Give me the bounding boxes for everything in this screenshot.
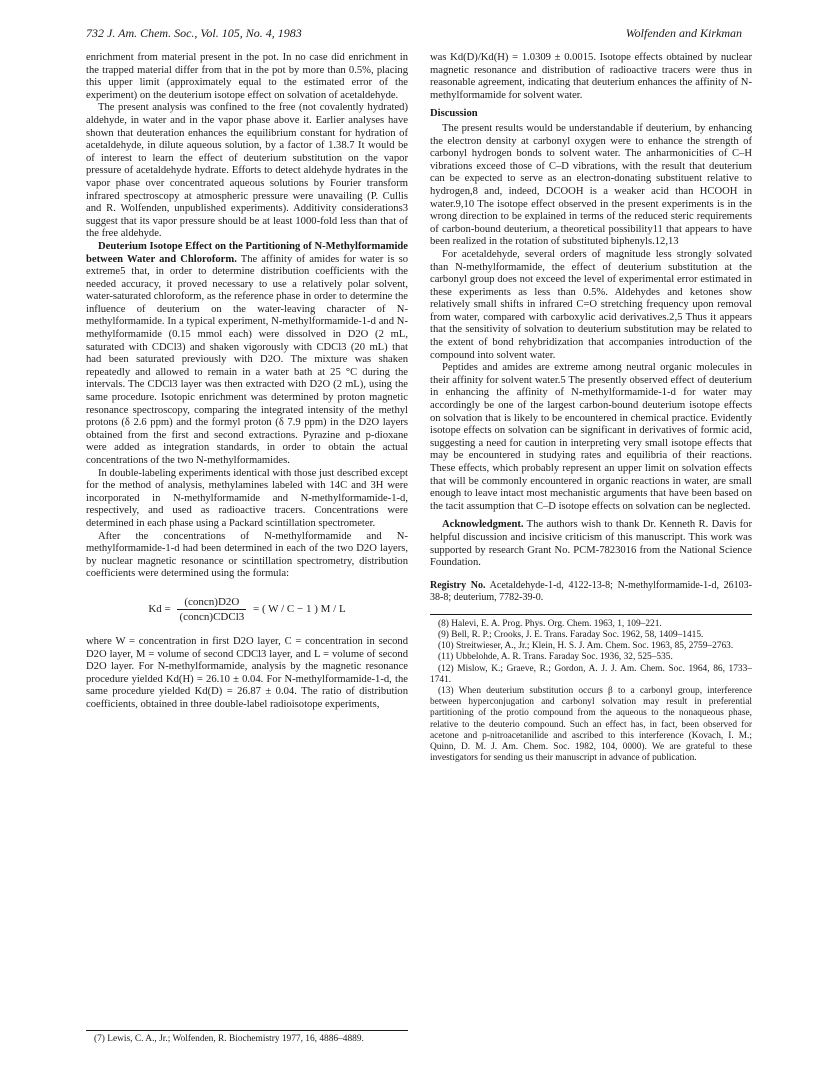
paragraph: Peptides and amides are extreme among neutral organic molecules in their affinity for solvent water.5 The presently observed effect of deuterium in enhancing the affinity of N-methylformamide-1-d for water may accordingly be one of the largest carbon-bound deuterium isotope effects on solvation that is likely to be encountered in chemical practice. Evidently isotope effects on solvation can be significant in derivatives of formic acid, suggesting a need for caution in interpreting very small isotope effects that may be encountered in studying rates and equilibria of their reactions. These effects, which probably represent an upper limit on solvation effects that will be commonly encountered in organic reactions in water, are small enough to leave intact most mechanistic arguments that have been based on the tacit assumption that C–D isotope effects on solvation can be neglected.	[430, 362, 752, 512]
equation-fraction	[177, 595, 246, 624]
registry-heading: Registry No.	[430, 579, 486, 591]
equation-lhs: Kd =	[148, 602, 171, 615]
reference-item: (10) Streitwieser, A., Jr.; Klein, H. S. J. Am. Chem. Soc. 1963, 85, 2759–2763.	[438, 641, 734, 652]
journal-citation: 732 J. Am. Chem. Soc., Vol. 105, No. 4, 1983	[86, 26, 302, 40]
equation-denominator: (concn)CDCl3	[179, 610, 245, 623]
paragraph-text: The affinity of amides for water is so extreme5 that, in order to determine distribution coefficients with the needed accuracy, it proved necessary to use a relatively polar solvent, water-saturated chloroform, as the reference phase in order to determine the influence of deuterium on the water-leaving character of N-methylformamide. In a typical experiment, N-methylformamide-1-d and N-methylformamide (0.15 mmol each) were dissolved in D2O (2 mL, saturated with CDCl3) and shaken vigorously with CDCl3 (20 mL) that had been saturated previously with D2O. The mixture was shaken repeatedly and allowed to remain in a water bath at 25 °C during the intervals. The CDCl3 layer was then extracted with D2O (2 mL), using the same procedure. Isotopic enrichment was determined by proton magnetic resonance spectroscopy, comparing the integrated intensity of the methyl protons (δ 2.6 ppm) and the formyl proton (δ 7.9 ppm) in the D2O layers obtained from the first and second extractions. Pyrazine and p-dioxane were added as integration standards, in order to obtain the actual concentrations of the two N-methylformamides.	[86, 253, 408, 466]
paragraph	[86, 241, 408, 468]
reference-item: (12) Mislow, K.; Graeve, R.; Gordon, A. J. J. Am. Chem. Soc. 1964, 86, 1733–1741.	[430, 663, 752, 685]
equation-numerator: (concn)D2O	[177, 595, 246, 610]
running-header	[86, 26, 742, 42]
paragraph: The present analysis was confined to the free (not covalently hydrated) aldehyde, in water and in the vapor phase above it. Earlier analyses have shown that deuteration enhances the equilibrium constant for hydration of acetaldehyde, in dilute aqueous solution, by a factor of 1.38.7 It would be of interest to learn the effect of deuterium substitution on the vapor pressure of acetaldehyde hydrate. Efforts to detect aldehyde hydrates in the vapor phase over concentrated aqueous solutions by Fourier transform infrared spectroscopy at atmospheric pressure were unavailing (P. Cullis and R. Wolfenden, unpublished experiments). Additivity considerations3 suggest that its vapor pressure should be at least 1000-fold less than that of the free aldehyde.	[86, 102, 408, 240]
registry-text: Acetaldehyde-1-d, 4122-13-8; N-methylformamide-1-d, 26103-38-8; deuterium, 7782-39-0.	[430, 579, 752, 603]
acknowledgment-text: The authors wish to thank Dr. Kenneth R. Davis for helpful discussion and incisive criticism of this manuscript. This work was supported by research Grant No. PCM-7823016 from the National Science Foundation.	[430, 519, 752, 569]
acknowledgment-heading: Acknowledgment.	[442, 519, 524, 531]
paragraph: After the concentrations of N-methylformamide and N-methylformamide-1-d had been determined in each of the two D2O layers, by nuclear magnetic resonance or scintillation spectrometry, distribution coefficients were determined using the formula:	[86, 530, 408, 580]
paragraph: was Kd(D)/Kd(H) = 1.0309 ± 0.0015. Isotope effects obtained by nuclear magnetic resonance and distribution of radioactive tracers were thus in reasonable agreement, indicating that deuterium enhances the affinity of N-methylformamide for solvent water.	[430, 52, 752, 101]
reference-item: (8) Halevi, E. A. Prog. Phys. Org. Chem. 1963, 1, 109–221.	[438, 618, 662, 629]
registry-numbers	[430, 580, 752, 604]
acknowledgment	[430, 519, 752, 569]
paragraph: In double-labeling experiments identical with those just described except for the method of analysis, methylamines labeled with 14C and 3H were incorporated in N-methylformamide and N-methylformamide-1-d, respectively, and used as radioactive tracers. Concentrations were determined in each phase using a Packard scintillation spectrometer.	[86, 467, 408, 529]
paragraph: The present results would be understandable if deuterium, by enhancing the electron density at carbonyl oxygen were to enhance the strength of carbonyl hydrogen bonds to solvent water. The anharmonicities of C–H vibrations exceed those of C–D vibrations, with the result that deuterium can be expected to serve as an electron-donating substituent relative to hydrogen,8 and, indeed, DCOOH is a weaker acid than HCOOH in water.9,10 The isotope effect observed in the present experiments is in the wrong direction to be explained in terms of the reduced steric requirements of carbon-bound deuterium, a theoretical possibility11 that appears to have been realized in the rotation of substituted biphenyls.12,13	[430, 122, 752, 248]
equation-rhs: = ( W / C − 1 ) M / L	[253, 602, 346, 615]
reference-item: (11) Ubbelohde, A. R. Trans. Faraday Soc. 1936, 32, 525–535.	[438, 652, 673, 663]
references	[430, 614, 752, 765]
authors-header: Wolfenden and Kirkman	[625, 26, 742, 40]
discussion-heading: Discussion	[430, 108, 478, 120]
paragraph: where W = concentration in first D2O layer, C = concentration in second D2O layer, M = volume of second CDCl3 layer, and L = volume of second D2O layer. For N-methylformamide, analysis by the magnetic resonance procedure yielded Kd(H) = 26.10 ± 0.04. For N-methylformamide-1-d, the same procedure yielded Kd(D) = 26.87 ± 0.04. The ratio of distribution coefficients, obtained in three double-label radioisotope experiments,	[86, 635, 408, 710]
left-column	[86, 52, 408, 712]
paragraph: For acetaldehyde, several orders of magnitude less strongly solvated than N-methylformamide, the effect of deuterium substitution at the carbonyl group does not exceed the level of experimental error estimated in these experiments as less than 0.5%. Aldehydes and ketones show relatively small shifts in infrared C=O stretching frequency upon removal from water, compared with carboxylic acid derivatives.2,5 Thus it appears that the sensitivity of solvation to deuterium substitution may be related to the extent of bond rehybridization that accompanies introduction of the compound into solvent water.	[430, 248, 752, 361]
footnote: (7) Lewis, C. A., Jr.; Wolfenden, R. Biochemistry 1977, 16, 4886–4889.	[86, 1030, 408, 1045]
section-heading: Deuterium Isotope Effect on the Partitioning of N-Methylformamide between Water and Chloroform.	[86, 240, 408, 265]
reference-item: (9) Bell, R. P.; Crooks, J. E. Trans. Faraday Soc. 1962, 58, 1409–1415.	[438, 629, 704, 640]
reference-item: (13) When deuterium substitution occurs β to a carbonyl group, interference between hyperconjugation and carbonyl solvation may result in preferential partitioning of the protio compound from the aqueous to the nonaqueous phase, relative to the deuterio compound. Such an effect has, in fact, been observed for acetone and p-nitroacetanilide and ascribed to this interference (Kovach, I. M.; Quinn, D. M. J. Am. Chem. Soc. 1982, 104, 0000). We are grateful to these investigators for sending us their manuscript in advance of publication.	[430, 685, 752, 764]
paragraph: enrichment from material present in the pot. In no case did enrichment in the trapped material differ from that in the pot by more than 0.5%, placing this upper limit (approximately equal to the estimated error of the experiment) on the deuterium isotope effect on solvation of acetaldehyde.	[86, 52, 408, 101]
distribution-equation	[86, 595, 408, 624]
right-column	[430, 52, 752, 764]
